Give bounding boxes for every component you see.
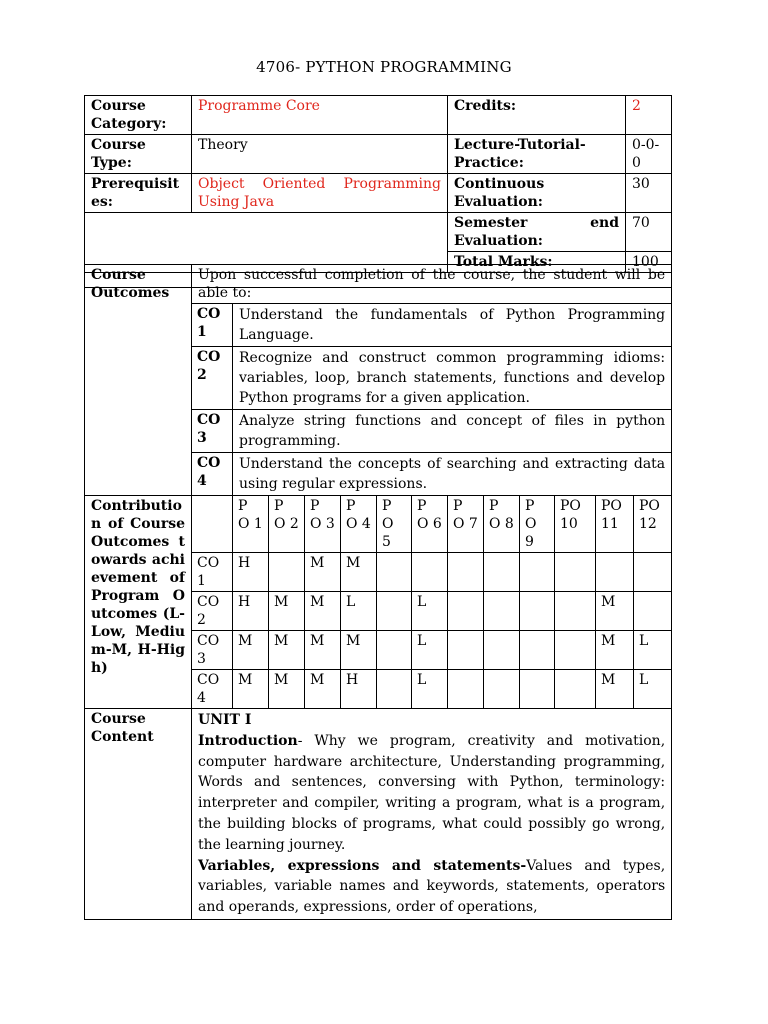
matrix-cell: M bbox=[305, 670, 341, 709]
matrix-cell: H bbox=[341, 670, 377, 709]
matrix-cell: L bbox=[412, 670, 448, 709]
po-header: P O 5 bbox=[377, 496, 412, 553]
matrix-co-code: CO 4 bbox=[192, 670, 233, 709]
matrix-cell: M bbox=[341, 631, 377, 670]
po-header: P O 8 bbox=[484, 496, 520, 553]
matrix-cell: M bbox=[596, 670, 634, 709]
ltp-label: Lecture-Tutorial-Practice: bbox=[448, 135, 626, 174]
matrix-cell: M bbox=[233, 670, 269, 709]
matrix-cell bbox=[377, 670, 412, 709]
variables-text: Values and types, variables, variable names and keywords, statements, operators and operands, expressions, order of operations, bbox=[198, 857, 666, 916]
po-header: PO 11 bbox=[596, 496, 634, 553]
outcomes-intro: Upon successful completion of the course, the student will be able to: bbox=[192, 265, 672, 304]
matrix-cell bbox=[484, 670, 520, 709]
matrix-cell bbox=[269, 553, 305, 592]
matrix-cell bbox=[555, 631, 596, 670]
matrix-cell: L bbox=[634, 631, 672, 670]
matrix-cell bbox=[377, 592, 412, 631]
co-code: CO 2 bbox=[192, 347, 233, 410]
prereq-value: Object Oriented Programming Using Java bbox=[192, 174, 448, 213]
po-header: P O 1 bbox=[233, 496, 269, 553]
matrix-co-code: CO 2 bbox=[192, 592, 233, 631]
matrix-cell bbox=[520, 670, 555, 709]
course-type-label: Course Type: bbox=[85, 135, 192, 174]
matrix-cell bbox=[484, 631, 520, 670]
credits-value: 2 bbox=[626, 96, 672, 135]
course-category-label: Course Category: bbox=[85, 96, 192, 135]
matrix-cell bbox=[448, 553, 484, 592]
matrix-cell: M bbox=[269, 592, 305, 631]
course-content-label: Course Content bbox=[85, 709, 192, 920]
matrix-cell bbox=[520, 553, 555, 592]
semester-value: 70 bbox=[626, 213, 672, 252]
matrix-cell: M bbox=[305, 592, 341, 631]
course-outcomes-label: Course Outcomes bbox=[85, 265, 192, 496]
po-header: P O 6 bbox=[412, 496, 448, 553]
co-text: Analyze string functions and concept of files in python programming. bbox=[233, 410, 672, 453]
po-header: P O 7 bbox=[448, 496, 484, 553]
matrix-cell bbox=[448, 592, 484, 631]
po-header: P O 9 bbox=[520, 496, 555, 553]
matrix-cell bbox=[596, 553, 634, 592]
matrix-cell bbox=[555, 592, 596, 631]
po-header: P O 4 bbox=[341, 496, 377, 553]
prereq-label: Prerequisites: bbox=[85, 174, 192, 213]
unit-heading: UNIT I bbox=[198, 712, 252, 728]
po-header: PO 10 bbox=[555, 496, 596, 553]
matrix-cell: L bbox=[412, 631, 448, 670]
continuous-label: Continuous Evaluation: bbox=[448, 174, 626, 213]
co-text: Recognize and construct common programming idioms: variables, loop, branch statements, functions and develop Python programs for a given application. bbox=[233, 347, 672, 410]
matrix-co-code: CO 1 bbox=[192, 553, 233, 592]
matrix-cell bbox=[448, 631, 484, 670]
matrix-co-code: CO 3 bbox=[192, 631, 233, 670]
matrix-cell bbox=[555, 670, 596, 709]
total-label: Total Marks: bbox=[448, 252, 626, 273]
matrix-cell: L bbox=[634, 670, 672, 709]
po-header: P O 2 bbox=[269, 496, 305, 553]
co-code: CO 3 bbox=[192, 410, 233, 453]
page-title: 4706- PYTHON PROGRAMMING bbox=[256, 58, 512, 76]
matrix-cell: M bbox=[269, 670, 305, 709]
co-text: Understand the fundamentals of Python Programming Language. bbox=[233, 304, 672, 347]
semester-label: Semester end Evaluation: bbox=[448, 213, 626, 252]
intro-heading: Introduction bbox=[198, 732, 298, 749]
matrix-cell bbox=[377, 631, 412, 670]
co-code: CO 1 bbox=[192, 304, 233, 347]
matrix-cell: M bbox=[269, 631, 305, 670]
matrix-cell bbox=[412, 553, 448, 592]
variables-paragraph bbox=[198, 856, 665, 918]
matrix-cell: M bbox=[596, 592, 634, 631]
matrix-cell: M bbox=[305, 553, 341, 592]
matrix-cell: M bbox=[233, 631, 269, 670]
total-value: 100 bbox=[626, 252, 672, 273]
outcomes-table bbox=[84, 264, 672, 920]
credits-label: Credits: bbox=[448, 96, 626, 135]
po-corner bbox=[192, 496, 233, 553]
course-type-value: Theory bbox=[192, 135, 448, 174]
matrix-cell: M bbox=[341, 553, 377, 592]
co-text: Understand the concepts of searching and extracting data using regular expressions. bbox=[233, 453, 672, 496]
course-category-value: Programme Core bbox=[192, 96, 448, 135]
matrix-cell bbox=[634, 592, 672, 631]
course-info-table bbox=[84, 95, 672, 288]
matrix-cell bbox=[520, 631, 555, 670]
matrix-cell: M bbox=[305, 631, 341, 670]
continuous-value: 30 bbox=[626, 174, 672, 213]
course-content bbox=[192, 709, 672, 920]
matrix-cell: L bbox=[341, 592, 377, 631]
intro-paragraph bbox=[198, 731, 665, 856]
matrix-cell: H bbox=[233, 592, 269, 631]
matrix-cell bbox=[484, 553, 520, 592]
matrix-cell: L bbox=[412, 592, 448, 631]
po-header: PO 12 bbox=[634, 496, 672, 553]
contribution-label: Contribution of Course Outcomes towards achievement of Program Outcomes (L-Low, Medium-M, H-High) bbox=[85, 496, 192, 709]
matrix-cell bbox=[448, 670, 484, 709]
matrix-cell bbox=[484, 592, 520, 631]
matrix-cell bbox=[555, 553, 596, 592]
po-header: P O 3 bbox=[305, 496, 341, 553]
matrix-cell bbox=[377, 553, 412, 592]
matrix-cell bbox=[520, 592, 555, 631]
matrix-cell: H bbox=[233, 553, 269, 592]
ltp-value: 0-0-0 bbox=[626, 135, 672, 174]
matrix-cell bbox=[634, 553, 672, 592]
matrix-cell: M bbox=[596, 631, 634, 670]
co-code: CO 4 bbox=[192, 453, 233, 496]
intro-text: - Why we program, creativity and motivation, computer hardware architecture, Understanding programming, Words and sentences, conversing with Python, terminology: interpreter and compiler, writing a program, what is a program, the building blocks of programs, what could possibly go wrong, the learning journey. bbox=[198, 732, 666, 853]
variables-heading: Variables, expressions and statements- bbox=[198, 857, 527, 874]
